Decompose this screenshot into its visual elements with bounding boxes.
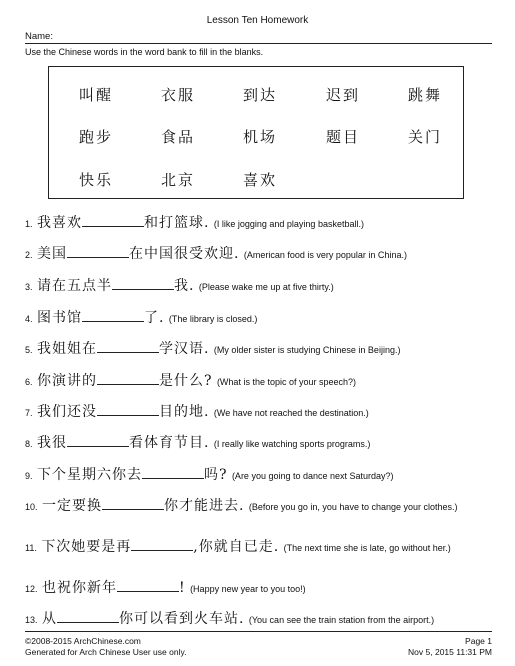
question-translation: (American food is very popular in China.) (243, 250, 407, 260)
footer-page: Page 1 (465, 636, 492, 646)
word-bank-item: 食品 (161, 128, 196, 146)
question-number: 13. (25, 615, 38, 625)
question-item (25, 338, 495, 358)
question-text-before: 美国 (36, 246, 67, 262)
footer-left (25, 636, 186, 658)
question-text-after: 你才能进去. (163, 498, 245, 514)
question-translation: (Please wake me up at five thirty.) (198, 282, 334, 292)
question-item (25, 464, 495, 484)
answer-blank[interactable] (112, 277, 174, 290)
question-number: 8. (25, 439, 33, 449)
answer-blank[interactable] (82, 309, 144, 322)
question-item (25, 275, 495, 295)
question-text-after: 你可以看到火车站. (118, 611, 245, 627)
question-translation: (My older sister is studying Chinese in Beijing.) (213, 345, 401, 355)
instructions: Use the Chinese words in the word bank to fill in the blanks. (25, 47, 264, 57)
word-bank-item: 题目 (326, 128, 361, 146)
question-text-before: 我很 (36, 435, 67, 451)
question-text-before: 你演讲的 (36, 373, 97, 389)
footer-copyright: ©2008-2015 ArchChinese.com (25, 636, 141, 646)
question-text-before: 我喜欢 (36, 215, 82, 231)
word-bank-item: 快乐 (79, 171, 114, 189)
question-text-after: 了. (143, 310, 165, 326)
word-bank-item: 北京 (161, 171, 196, 189)
question-translation: (What is the topic of your speech?) (216, 377, 357, 387)
word-bank-item: 迟到 (326, 86, 361, 104)
answer-blank[interactable] (67, 434, 129, 447)
answer-blank[interactable] (117, 579, 179, 592)
question-translation: (I like jogging and playing basketball.) (213, 219, 364, 229)
question-text-before: 也祝你新年 (41, 580, 117, 596)
question-translation: (We have not reached the destination.) (213, 408, 369, 418)
question-text-after: 是什么? (158, 373, 213, 389)
question-translation: (Happy new year to you too!) (190, 584, 306, 594)
question-text-after: 我. (173, 278, 195, 294)
question-text-after: ! (178, 580, 186, 596)
answer-blank[interactable] (57, 610, 119, 623)
question-text-before: 图书馆 (36, 310, 82, 326)
question-item (25, 243, 495, 263)
question-number: 5. (25, 345, 33, 355)
question-number: 12. (25, 584, 38, 594)
question-translation: (The library is closed.) (168, 314, 258, 324)
question-item (25, 401, 495, 421)
question-text-before: 我们还没 (36, 404, 97, 420)
question-number: 10. (25, 502, 38, 512)
word-bank (48, 66, 464, 199)
question-text-after: ,你就自已走. (193, 539, 280, 555)
answer-blank[interactable] (102, 497, 164, 510)
footer-right (408, 636, 492, 658)
question-translation: (I really like watching sports programs.) (213, 439, 371, 449)
question-text-after: 目的地. (158, 404, 210, 420)
question-number: 1. (25, 219, 33, 229)
question-number: 3. (25, 282, 33, 292)
word-bank-item: 叫醒 (79, 86, 114, 104)
question-translation: (The next time she is late, go without her.) (283, 543, 451, 553)
question-text-before: 从 (41, 611, 57, 627)
question-item (25, 370, 495, 390)
question-number: 7. (25, 408, 33, 418)
word-bank-item: 跑步 (79, 128, 114, 146)
question-translation: (Before you go in, you have to change your clothes.) (248, 502, 458, 512)
question-text-before: 下次她要是再 (41, 539, 132, 555)
answer-blank[interactable] (131, 538, 193, 551)
question-item (25, 536, 495, 556)
word-bank-item: 喜欢 (243, 171, 278, 189)
footer-date: Nov 5, 2015 11:31 PM (408, 647, 492, 657)
answer-blank[interactable] (97, 340, 159, 353)
answer-blank[interactable] (97, 403, 159, 416)
answer-blank[interactable] (97, 372, 159, 385)
question-text-before: 请在五点半 (36, 278, 112, 294)
word-bank-item: 关门 (408, 128, 443, 146)
question-translation: (You can see the train station from the airport.) (248, 615, 435, 625)
word-bank-item: 机场 (243, 128, 278, 146)
question-number: 9. (25, 471, 33, 481)
footer-divider (25, 631, 492, 632)
question-text-after: 看体育节目. (128, 435, 210, 451)
question-text-before: 我姐姐在 (36, 341, 97, 357)
question-text-before: 一定要换 (41, 498, 102, 514)
question-item (25, 307, 495, 327)
question-number: 2. (25, 250, 33, 260)
question-item (25, 495, 495, 515)
question-text-after: 和打篮球. (143, 215, 210, 231)
name-field[interactable] (25, 31, 492, 44)
question-text-after: 吗? (203, 467, 228, 483)
answer-blank[interactable] (82, 214, 144, 227)
question-number: 11. (25, 543, 37, 553)
question-number: 4. (25, 314, 33, 324)
word-bank-item: 到达 (243, 86, 278, 104)
word-bank-item: 衣服 (161, 86, 196, 104)
question-item (25, 212, 495, 232)
answer-blank[interactable] (142, 466, 204, 479)
word-bank-item: 跳舞 (408, 86, 443, 104)
question-item (25, 432, 495, 452)
question-item (25, 577, 495, 597)
question-item (25, 608, 495, 628)
answer-blank[interactable] (67, 245, 129, 258)
question-number: 6. (25, 377, 33, 387)
question-translation: (Are you going to dance next Saturday?) (231, 471, 394, 481)
page-title: Lesson Ten Homework (206, 15, 309, 26)
footer-generated: Generated for Arch Chinese User use only. (25, 647, 187, 657)
question-text-before: 下个星期六你去 (36, 467, 142, 483)
question-text-after: 学汉语. (158, 341, 210, 357)
question-text-after: 在中国很受欢迎. (128, 246, 240, 262)
name-label: Name: (25, 31, 53, 42)
